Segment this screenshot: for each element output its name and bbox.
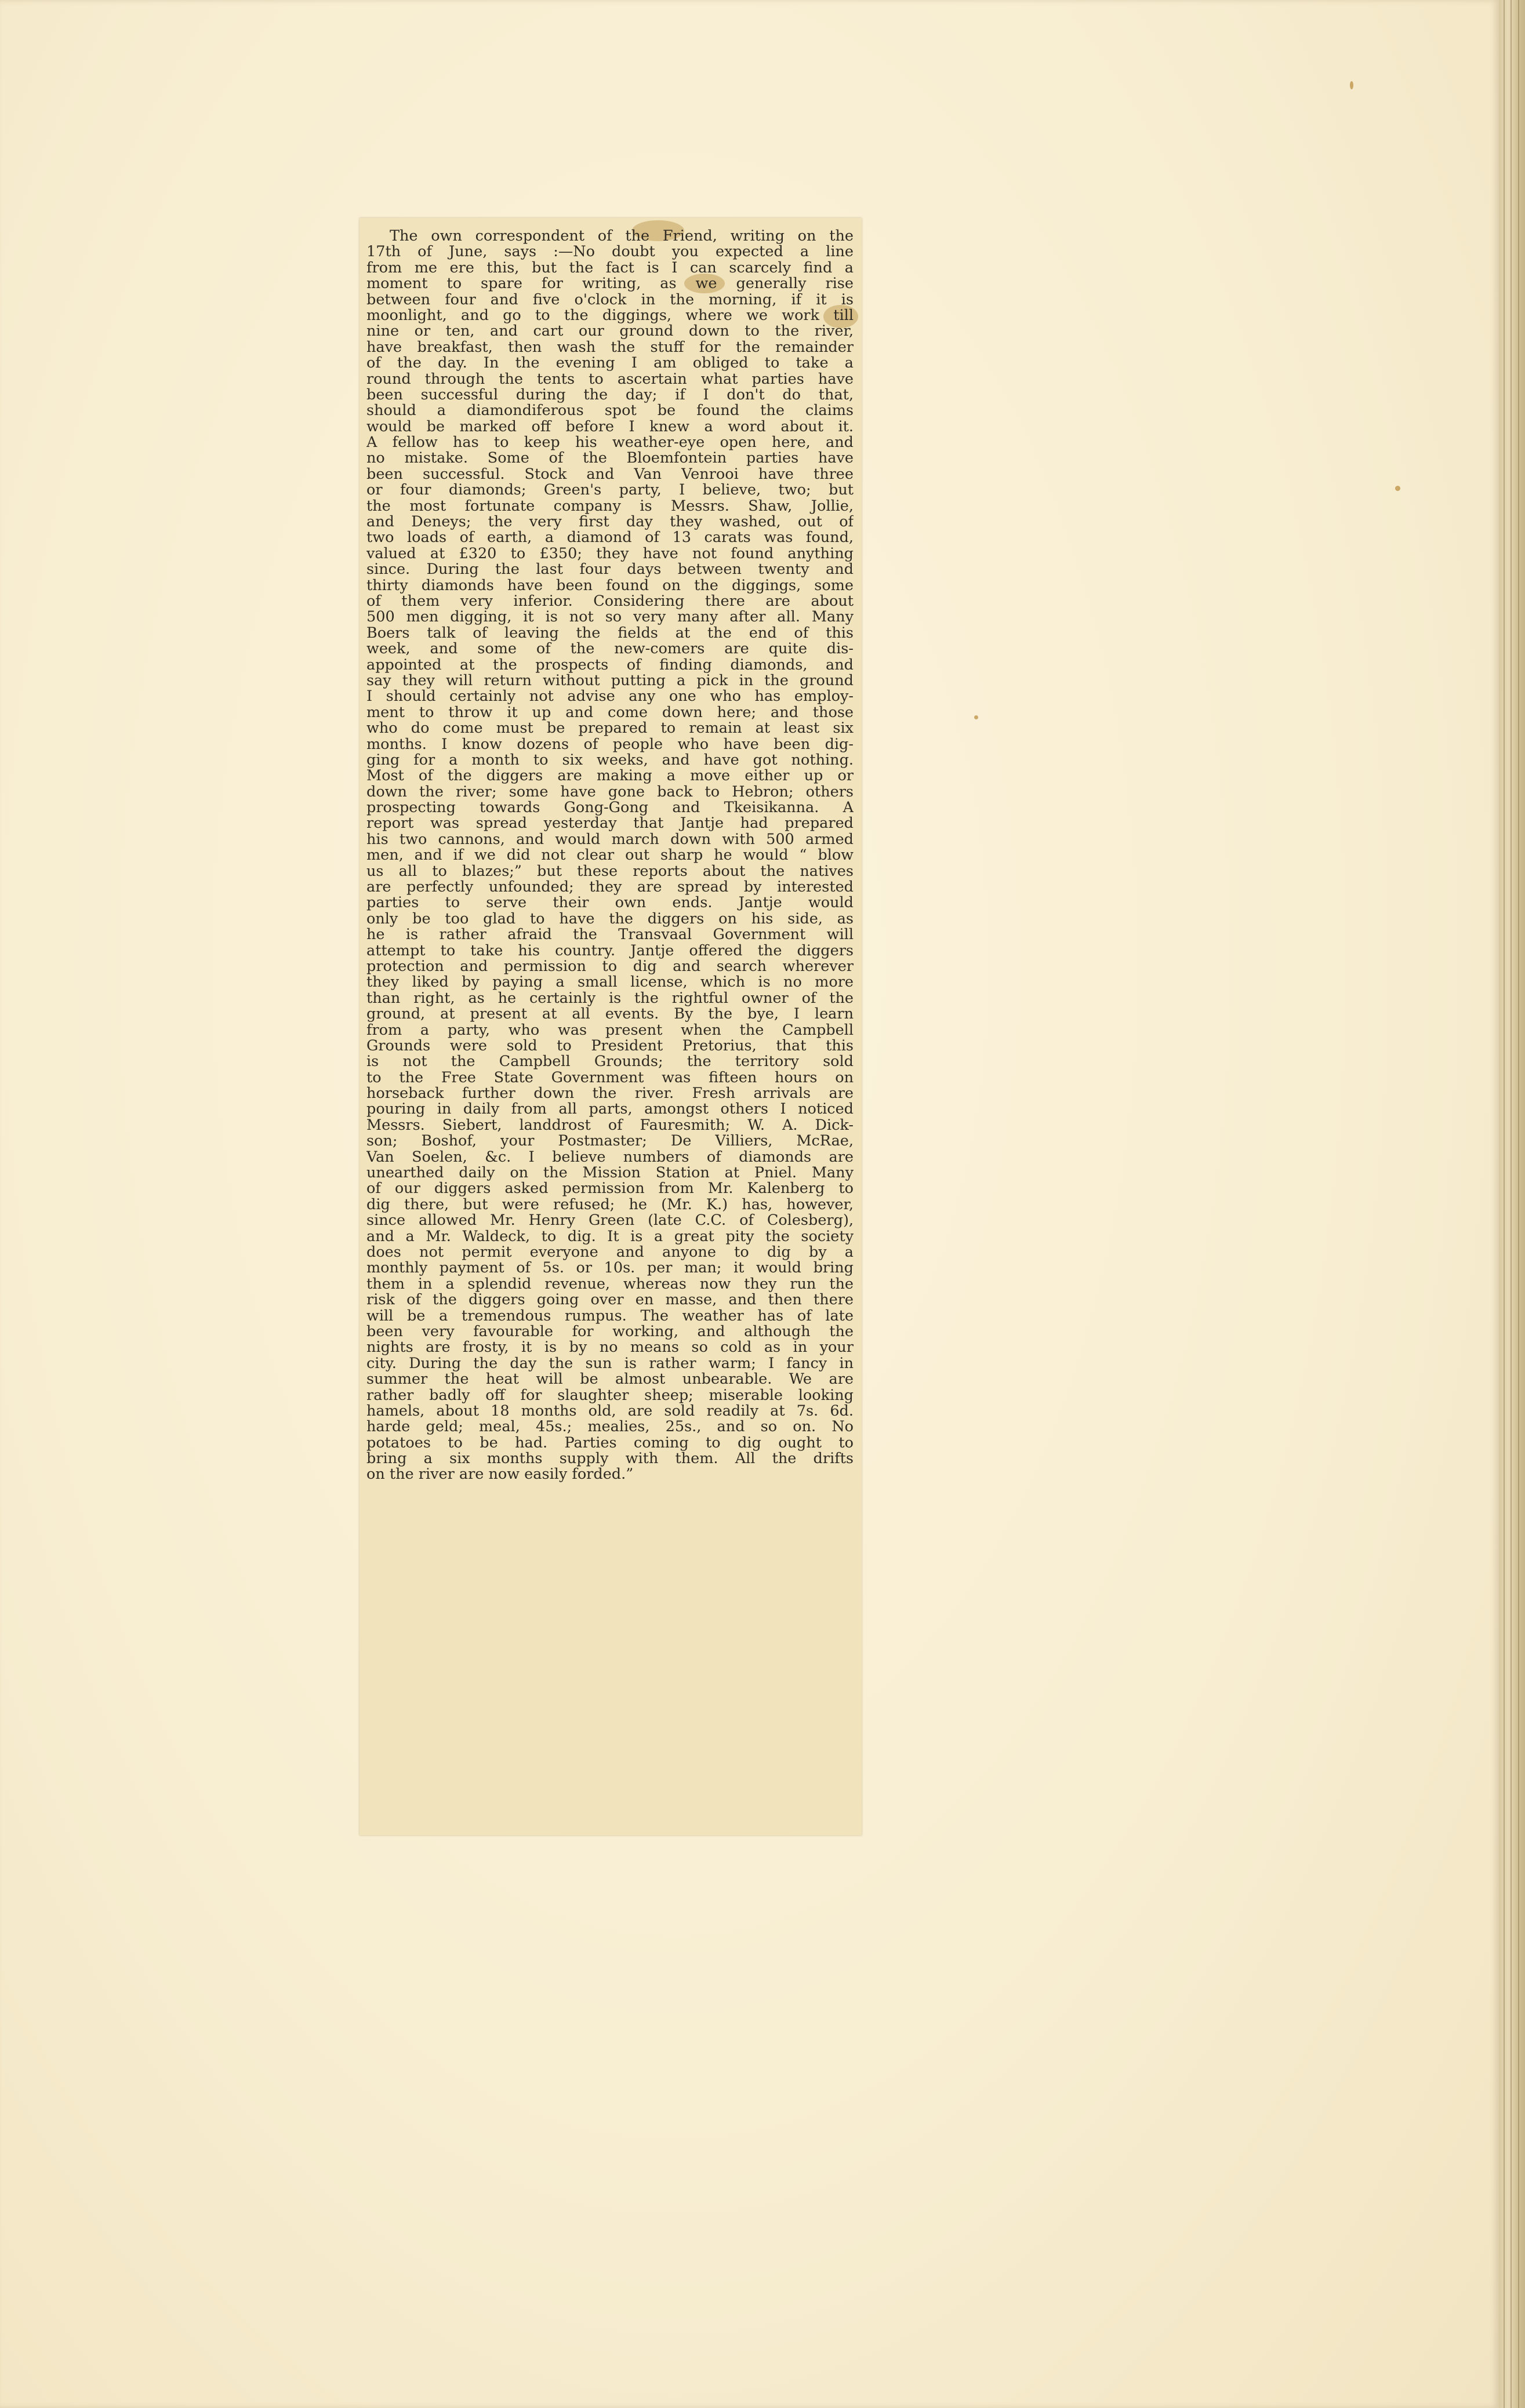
article-line: Messrs. Siebert, landdrost of Fauresmith; W. A. Dick- bbox=[366, 1117, 854, 1134]
article-line: prospecting towards Gong-Gong and Tkeisikanna. A bbox=[366, 800, 854, 816]
article-line: say they will return without putting a pick in the ground bbox=[366, 672, 854, 689]
article-line: harde geld; meal, 45s.; mealies, 25s., and so on. No bbox=[366, 1419, 854, 1435]
article-line: dig there, but were refused; he (Mr. K.) has, however, bbox=[366, 1196, 854, 1213]
article-line: week, and some of the new-comers are quite dis- bbox=[366, 641, 854, 657]
article-line: summer the heat will be almost unbearable. We are bbox=[366, 1372, 854, 1388]
article-line: them in a splendid revenue, whereas now they run the bbox=[366, 1276, 854, 1293]
article-line: of our diggers asked permission from Mr. Kalenberg to bbox=[366, 1181, 854, 1197]
article-line: from me ere this, but the fact is I can scarcely find a bbox=[366, 260, 854, 277]
article-line: since allowed Mr. Henry Green (late C.C. of Colesberg), bbox=[366, 1213, 854, 1229]
article-line: is not the Campbell Grounds; the territory sold bbox=[366, 1054, 854, 1070]
article-line: he is rather afraid the Transvaal Government will bbox=[366, 927, 854, 943]
article-line: no mistake. Some of the Bloemfontein parties have bbox=[366, 450, 854, 467]
article-line: city. During the day the sun is rather warm; I fancy in bbox=[366, 1355, 854, 1372]
article-line: A fellow has to keep his weather-eye open here, and bbox=[366, 435, 854, 451]
article-line: the most fortunate company is Messrs. Shaw, Jollie, bbox=[366, 498, 854, 515]
foxing-spot bbox=[974, 715, 978, 719]
article-line: should a diamondiferous spot be found the claims bbox=[366, 403, 854, 419]
article-line: nine or ten, and cart our ground down to the river, bbox=[366, 323, 854, 340]
article-line: parties to serve their own ends. Jantje would bbox=[366, 895, 854, 911]
article-line: rather badly off for slaughter sheep; miserable looking bbox=[366, 1387, 854, 1403]
article-line: does not permit everyone and anyone to dig by a bbox=[366, 1245, 854, 1261]
article-line: 500 men digging, it is not so very many after all. Many bbox=[366, 609, 854, 625]
article-line: and Deneys; the very first day they washed, out of bbox=[366, 514, 854, 530]
article-line: us all to blazes;” but these reports about the natives bbox=[366, 863, 854, 880]
article-line: would be marked off before I knew a word about it. bbox=[366, 419, 854, 435]
foxing-spot bbox=[1350, 81, 1353, 89]
newspaper-clipping bbox=[360, 218, 862, 1835]
article-line: they liked by paying a small license, which is no more bbox=[366, 974, 854, 991]
article-line: bring a six months supply with them. All the drifts bbox=[366, 1451, 854, 1467]
article-line: have breakfast, then wash the stuff for the remainder bbox=[366, 339, 854, 356]
article-line: men, and if we did not clear out sharp he would “ blow bbox=[366, 847, 854, 864]
article-line: of the day. In the evening I am obliged to take a bbox=[366, 355, 854, 372]
article-line: and a Mr. Waldeck, to dig. It is a great pity the society bbox=[366, 1228, 854, 1245]
article-line: his two cannons, and would march down with 500 armed bbox=[366, 831, 854, 848]
article-line: horseback further down the river. Fresh arrivals are bbox=[366, 1086, 854, 1102]
article-text bbox=[366, 228, 854, 1483]
article-line: from a party, who was present when the Campbell bbox=[366, 1022, 854, 1038]
article-line: of them very inferior. Considering there are about bbox=[366, 593, 854, 610]
article-line: thirty diamonds have been found on the diggings, some bbox=[366, 577, 854, 594]
article-line: I should certainly not advise any one who has employ- bbox=[366, 689, 854, 705]
article-line: The own correspondent of the Friend, writing on the bbox=[390, 228, 854, 245]
article-line: protection and permission to dig and search wherever bbox=[366, 958, 854, 975]
article-line: ment to throw it up and come down here; and those bbox=[366, 704, 854, 721]
article-line: monthly payment of 5s. or 10s. per man; it would bring bbox=[366, 1260, 854, 1276]
article-line: appointed at the prospects of finding diamonds, and bbox=[366, 657, 854, 673]
article-line: attempt to take his country. Jantje offered the diggers bbox=[366, 943, 854, 959]
article-line: pouring in daily from all parts, amongst others I noticed bbox=[366, 1101, 854, 1118]
article-line: months. I know dozens of people who have been dig- bbox=[366, 736, 854, 752]
article-line: on the river are now easily forded.” bbox=[366, 1467, 634, 1483]
article-line: risk of the diggers going over en masse, and then there bbox=[366, 1292, 854, 1308]
article-line: moment to spare for writing, as we generally rise bbox=[366, 276, 854, 292]
article-line: to the Free State Government was fifteen hours on bbox=[366, 1070, 854, 1086]
article-line: been successful. Stock and Van Venrooi have three bbox=[366, 466, 854, 483]
article-line: round through the tents to ascertain what parties have bbox=[366, 371, 854, 387]
article-line: ging for a month to six weeks, and have got nothing. bbox=[366, 752, 854, 769]
article-line: valued at £320 to £350; they have not found anything bbox=[366, 545, 854, 562]
article-line: unearthed daily on the Mission Station at Pniel. Many bbox=[366, 1165, 854, 1181]
article-line: or four diamonds; Green's party, I believe, two; but bbox=[366, 482, 854, 499]
article-line: been very favourable for working, and although the bbox=[366, 1323, 854, 1340]
article-line: been successful during the day; if I don't do that, bbox=[366, 387, 854, 403]
article-line: are perfectly unfounded; they are spread by interested bbox=[366, 879, 854, 896]
article-line: Most of the diggers are making a move either up or bbox=[366, 768, 854, 784]
article-line: ground, at present at all events. By the bye, I learn bbox=[366, 1006, 854, 1023]
article-line: hamels, about 18 months old, are sold readily at 7s. 6d. bbox=[366, 1403, 854, 1420]
article-line: potatoes to be had. Parties coming to dig ought to bbox=[366, 1435, 854, 1452]
article-line: between four and five o'clock in the morning, if it is bbox=[366, 292, 854, 308]
article-line: than right, as he certainly is the rightful owner of the bbox=[366, 990, 854, 1007]
article-line: Boers talk of leaving the fields at the end of this bbox=[366, 625, 854, 642]
article-line: Van Soelen, &c. I believe numbers of diamonds are bbox=[366, 1149, 854, 1166]
page-edge bbox=[1499, 0, 1525, 2408]
article-line: Grounds were sold to President Pretorius, that this bbox=[366, 1038, 854, 1054]
article-line: down the river; some have gone back to Hebron; others bbox=[366, 784, 854, 801]
article-line: will be a tremendous rumpus. The weather has of late bbox=[366, 1308, 854, 1324]
article-line: moonlight, and go to the diggings, where we work till bbox=[366, 307, 854, 324]
article-line: who do come must be prepared to remain at least six bbox=[366, 721, 854, 737]
article-line: nights are frosty, it is by no means so cold as in your bbox=[366, 1340, 854, 1356]
article-line: only be too glad to have the diggers on his side, as bbox=[366, 911, 854, 927]
foxing-spot bbox=[1395, 486, 1400, 491]
article-line: son; Boshof, your Postmaster; De Villiers, McRae, bbox=[366, 1133, 854, 1150]
article-line: 17th of June, says :—No doubt you expected a line bbox=[366, 244, 854, 260]
article-line: two loads of earth, a diamond of 13 carats was found, bbox=[366, 530, 854, 546]
article-line: since. During the last four days between twenty and bbox=[366, 562, 854, 578]
article-line: report was spread yesterday that Jantje had prepared bbox=[366, 816, 854, 832]
